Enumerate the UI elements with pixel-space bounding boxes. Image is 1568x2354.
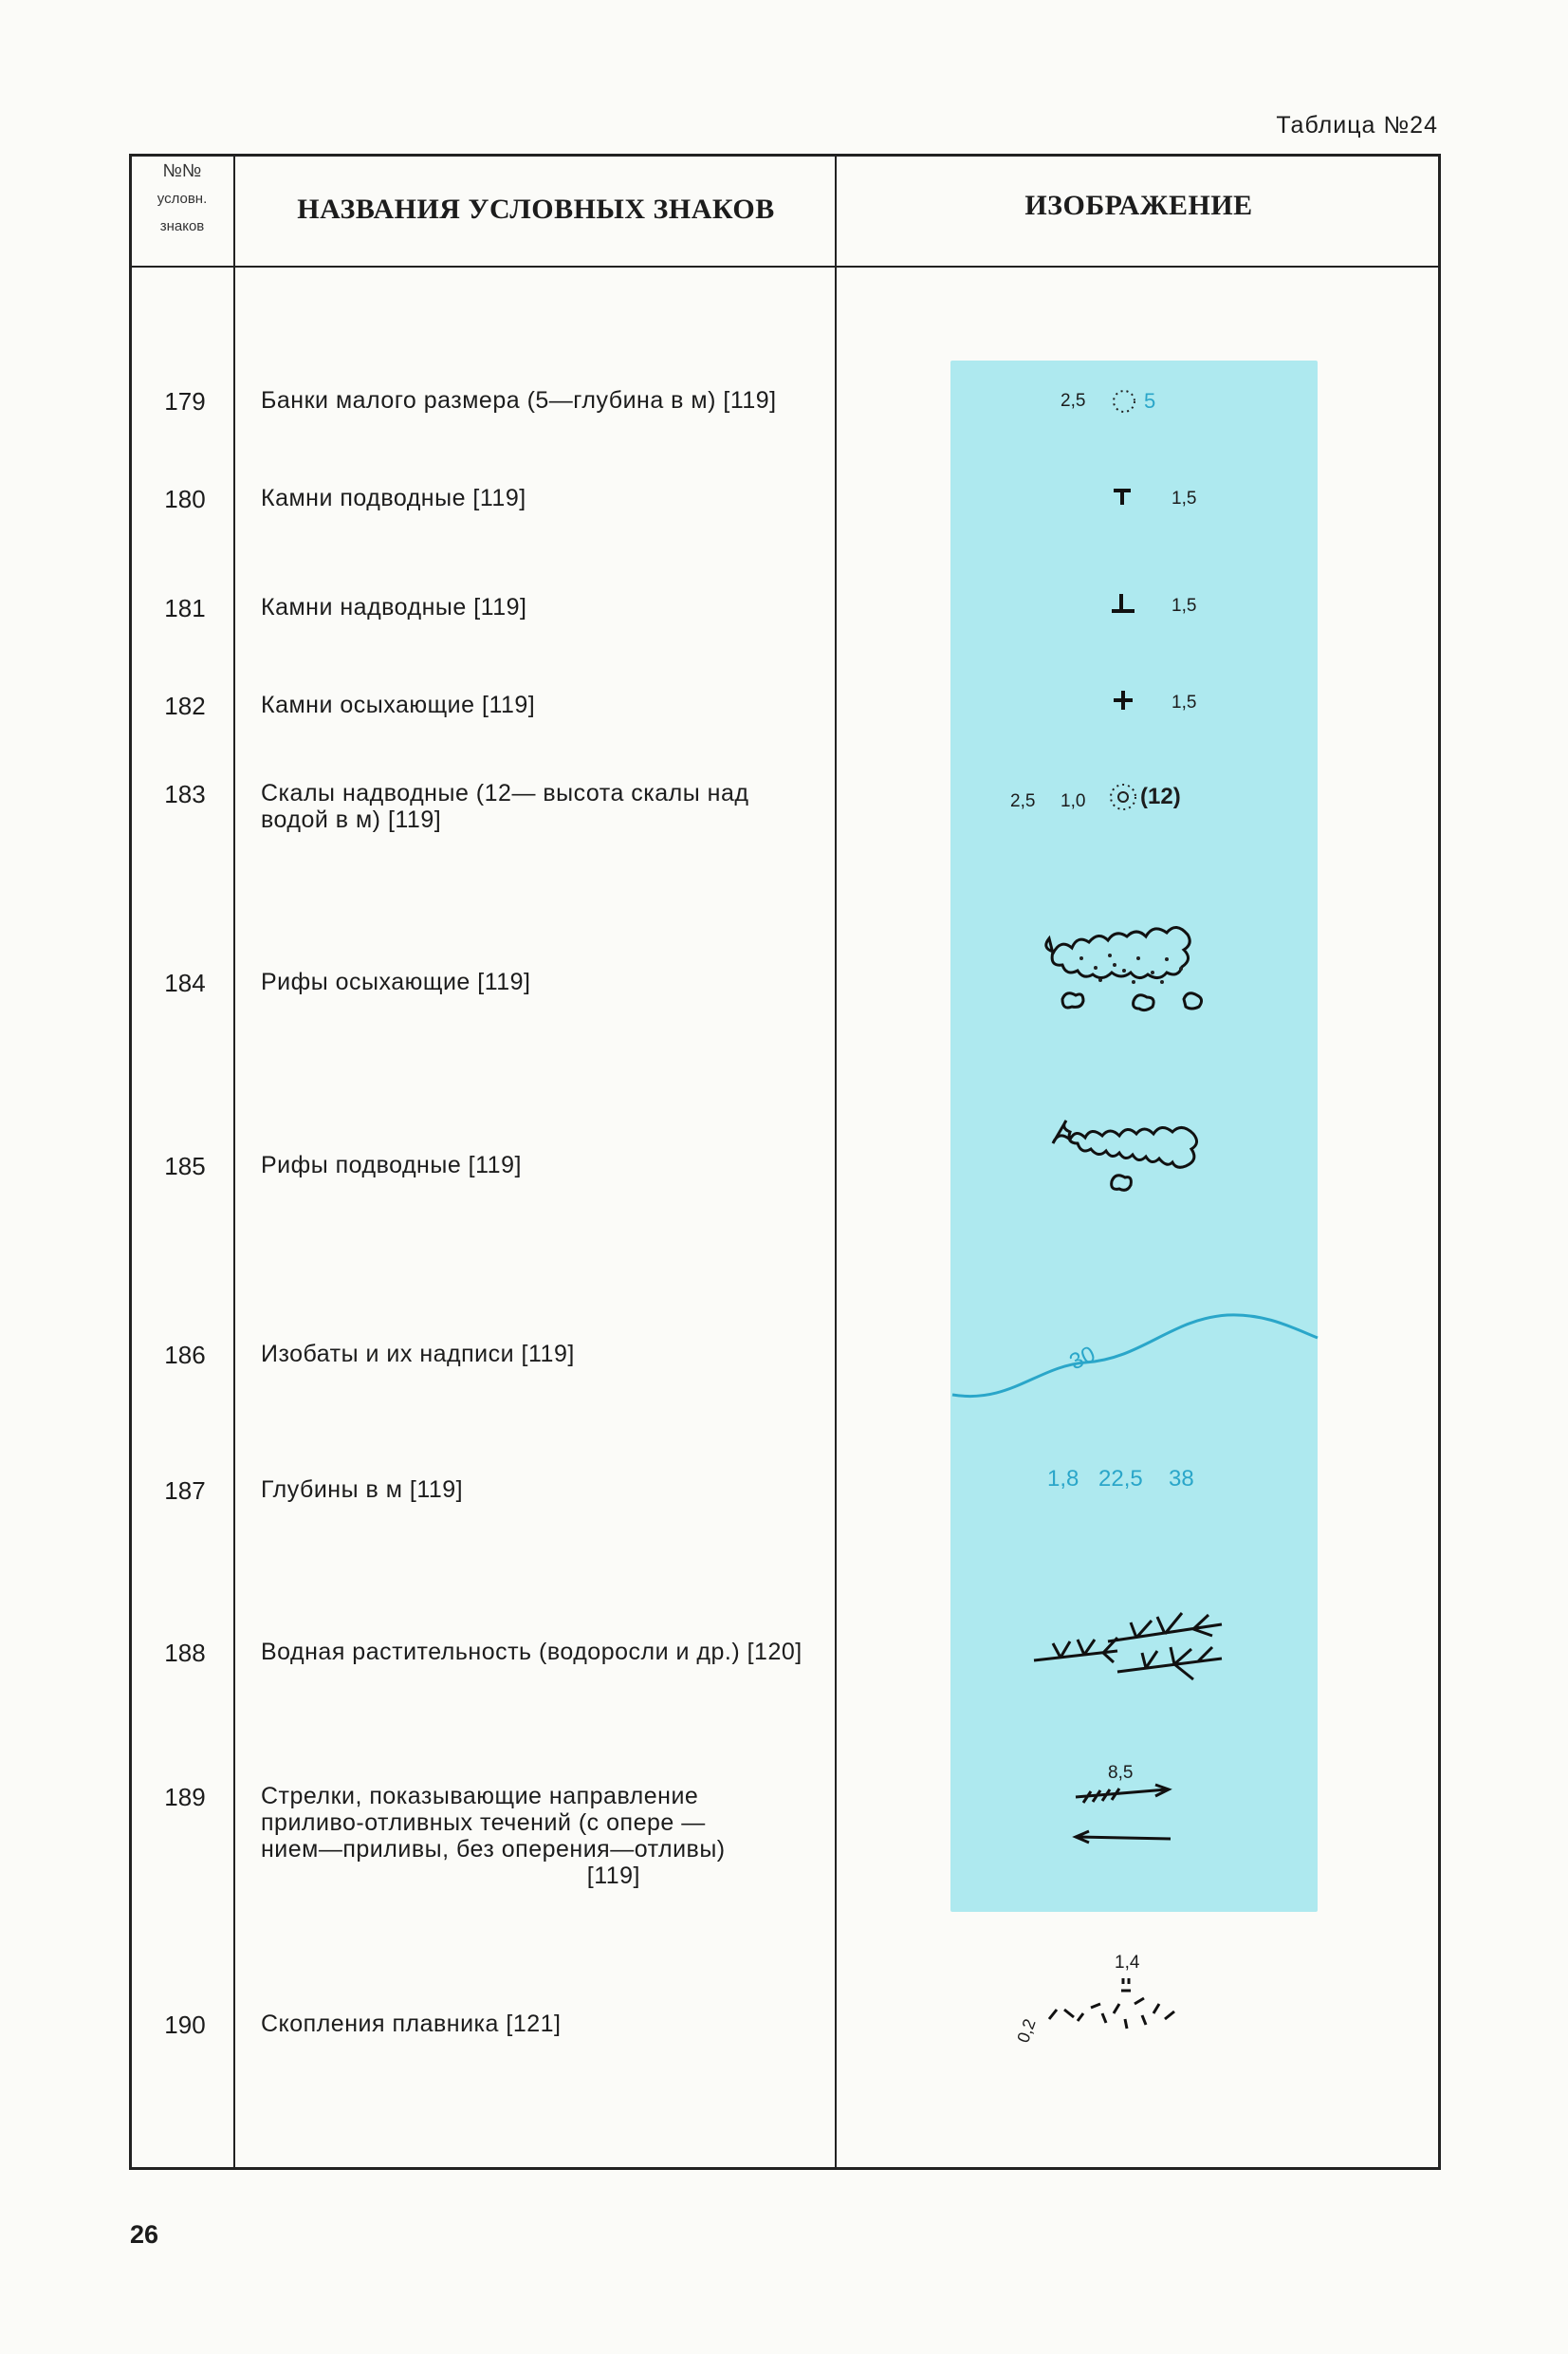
- row-name-189: [261, 1783, 754, 1889]
- s181-size-label: 1,5: [1171, 596, 1197, 616]
- row-number-186: 186: [164, 1341, 206, 1369]
- table-caption: Таблица №24: [1276, 112, 1438, 139]
- s186-isobath-label: 30: [1065, 1341, 1099, 1376]
- column-divider-2: [835, 154, 837, 2170]
- row-name-190: Скопления плавника [121]: [261, 2011, 562, 2037]
- drying-reef-icon: [1043, 925, 1214, 1020]
- header-number-line-2: условн.: [157, 191, 208, 207]
- s180-size-label: 1,5: [1171, 489, 1197, 509]
- row-number-183: 183: [164, 780, 206, 808]
- row-number-181: 181: [164, 594, 206, 622]
- column-divider-1: [233, 154, 235, 2170]
- row-name-189-text: Стрелки, показывающие направление приливо-отливных течений (с опере — нием—приливы, без оперения—отливы): [261, 1783, 726, 1863]
- row-number-190: 190: [164, 2011, 206, 2039]
- header-names-column: НАЗВАНИЯ УСЛОВНЫХ ЗНАКОВ: [297, 194, 775, 225]
- row-number-189: 189: [164, 1783, 206, 1811]
- underwater-reef-icon: [1043, 1115, 1214, 1200]
- s183-height-label: (12): [1140, 784, 1181, 809]
- row-name-181: Камни надводные [119]: [261, 594, 527, 621]
- row-name-182: Камни осыхающие [119]: [261, 692, 536, 718]
- underwater-rock-icon: [1110, 486, 1138, 507]
- row-name-187: Глубины в м [119]: [261, 1476, 464, 1503]
- s190-size-label-1: 1,4: [1115, 1953, 1140, 1973]
- s183-size-label-1: 2,5: [1010, 791, 1036, 811]
- driftwood-accumulation-icon: [1023, 1975, 1212, 2042]
- row-number-187: 187: [164, 1476, 206, 1505]
- row-name-185: Рифы подводные [119]: [261, 1152, 522, 1178]
- row-number-185: 185: [164, 1152, 206, 1180]
- row-name-184: Рифы осыхающие [119]: [261, 969, 531, 995]
- row-number-180: 180: [164, 485, 206, 513]
- s187-depth-1: 1,8: [1047, 1466, 1079, 1492]
- header-number-line-1: №№: [162, 161, 202, 181]
- s187-depth-2: 22,5: [1098, 1466, 1143, 1492]
- s187-depth-3: 38: [1169, 1466, 1194, 1492]
- row-name-180: Камни подводные [119]: [261, 485, 526, 511]
- header-divider: [129, 266, 1441, 268]
- above-water-rock-icon: [1110, 592, 1138, 615]
- row-name-183: Скалы надводные (12— высота скалы над водой в м) [119]: [261, 780, 749, 833]
- row-number-179: 179: [164, 387, 206, 416]
- bank-symbol-icon: [1112, 389, 1136, 414]
- row-number-182: 182: [164, 692, 206, 720]
- s179-depth-label: 5: [1144, 389, 1156, 413]
- drying-rock-icon: [1110, 688, 1138, 713]
- header-number-column: [131, 158, 233, 240]
- header-image-column: ИЗОБРАЖЕНИЕ: [1024, 190, 1253, 221]
- aquatic-vegetation-icon: [1032, 1603, 1231, 1708]
- row-number-188: 188: [164, 1639, 206, 1667]
- row-name-188: Водная растительность (водоросли и др.) [120]: [261, 1639, 802, 1665]
- isobath-line-icon: [952, 1300, 1318, 1404]
- row-name-179: Банки малого размера (5—глубина в м) [119]: [261, 387, 777, 414]
- s190-size-label-2: 0,2: [1013, 2016, 1040, 2046]
- row-name-186: Изобаты и их надписи [119]: [261, 1341, 575, 1367]
- s183-size-label-2: 1,0: [1061, 791, 1086, 811]
- tidal-current-arrows-icon: [1072, 1784, 1176, 1850]
- row-name-189-ref: [119]: [586, 1863, 640, 1889]
- header-number-line-3: знаков: [159, 218, 205, 234]
- cliff-symbol-icon: [1108, 782, 1138, 812]
- s189-size-label: 8,5: [1108, 1763, 1134, 1783]
- s182-size-label: 1,5: [1171, 693, 1197, 713]
- s179-size-label: 2,5: [1061, 391, 1086, 411]
- page-number: 26: [130, 2220, 159, 2249]
- row-number-184: 184: [164, 969, 206, 997]
